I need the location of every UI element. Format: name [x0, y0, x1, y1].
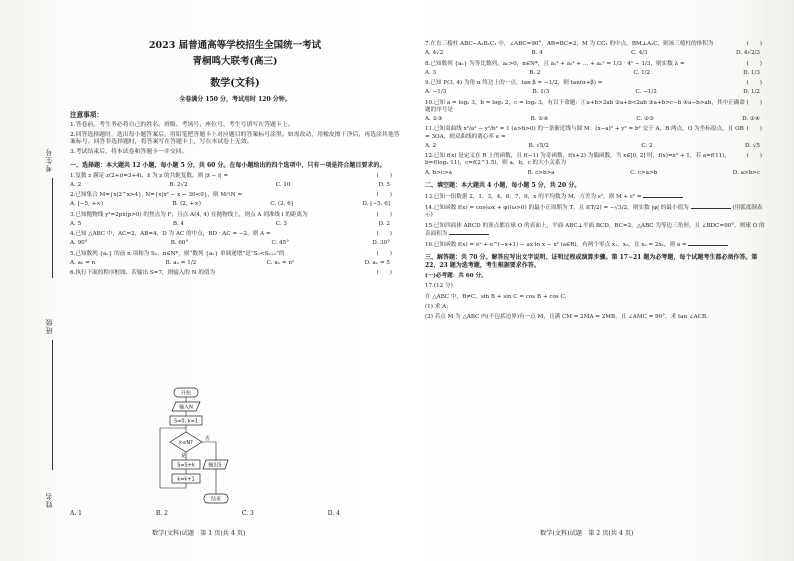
side-label-exam-number: 考生号: [45, 148, 53, 172]
option: A. 5: [70, 220, 82, 227]
option: C. c>a>b: [630, 169, 658, 176]
answer-bracket: ( ): [746, 80, 762, 87]
option: A. −1/3: [425, 89, 447, 96]
question-stem: 9.已知 P(3, 4) 为角 α 终边上的一点，tan β = −1/2，则 tan(α+β) =: [425, 80, 603, 87]
fill-question: [425, 223, 770, 239]
option: C. 4/3: [631, 50, 648, 57]
option: D. 5: [378, 181, 390, 188]
question-stem: 6.执行下面的程序框图，若输出 S=7，则输入的 N 的值为: [70, 270, 216, 277]
page-footer-left: 数学(文科)试题 第 1 页(共 4 页): [152, 530, 246, 537]
option: A. 4√2: [425, 50, 444, 57]
answer-bracket: ( ): [746, 60, 762, 67]
question: [70, 173, 400, 190]
flow-node-start: 开始: [180, 390, 192, 397]
question-stem: 14.已知函数 f(x) = cos(ωx + φ)(ω>0) 的最小正周期为 T，且 f(T/2) = −√3/2，则实数 |φ| 的最小值为: [425, 205, 689, 212]
option: D. 1/2: [743, 89, 760, 96]
option: B. 4: [531, 50, 543, 57]
option: D. [−5, 6]: [362, 201, 390, 208]
option: C. 3: [275, 220, 287, 227]
option: B. (2, +∞): [172, 201, 201, 208]
answer-bracket: ( ): [376, 172, 392, 179]
question: [70, 212, 400, 229]
option: C. −1/2: [635, 89, 657, 96]
flow-node-input: 输入N: [179, 404, 193, 411]
option: B. 1/3: [532, 89, 550, 96]
q17-stem: 在 △ABC 中，B≠C，sin B + sin C = cos B + cos C.: [425, 293, 567, 300]
option: C. aₙ = n²: [266, 259, 295, 266]
answer-bracket: ( ): [376, 192, 392, 199]
option: A. 2: [425, 142, 437, 149]
question-stem: 10.已知 a = log₃ 3，b = log₃ 2，c = log₂ 3，有以下命题：①a+b>2ab ②a+b<2ab ③a+b>c−b ④a−b>ab，其中正确命题的序号是: [425, 99, 745, 113]
question-note: (用弧度制表示): [425, 205, 763, 219]
option: B. 4: [172, 220, 185, 227]
question-stem: 15.已知四面体 ABCD 的顶点都在球 O 的表面上，平面 ABC⊥平面 BCD，BC=2，△ABC 为等边三角形，且 ∠BDC=90°，则球 O 的表面积为: [425, 222, 765, 237]
answer-bracket: ( ): [746, 126, 762, 133]
answer-blank: [691, 204, 731, 209]
section-title-solution: 三、解答题：共 70 分。解答应写出文字说明、证明过程或演算步骤。第 17−21 题为必考题，每个试题考生都必须作答。第 22，23 题为选考题，考生根据要求作答。: [425, 254, 758, 270]
answer-bracket: ( ): [376, 231, 392, 238]
option: D. 30°: [372, 240, 390, 247]
side-label-name: 姓名: [45, 492, 53, 508]
option: C. 45°: [271, 240, 290, 247]
answer-bracket: ( ): [376, 250, 392, 257]
option: B. 2: [155, 510, 168, 517]
option: D. 4√2/3: [736, 50, 760, 57]
binding-margin: [6, 0, 66, 561]
question: [70, 192, 400, 209]
section-title-choice: 一、选择题：本大题共 12 小题，每小题 5 分，共 60 分。在每小题给出的四个选项中，只有一项是符合题目要求的。: [70, 161, 386, 169]
option: C. 1/2: [633, 69, 651, 76]
option: A. aₙ = n: [70, 259, 96, 266]
note-item: 1.答卷前，考生务必将自己的姓名、班级、考场号、座位号、考生号填写在答题卡上。: [70, 122, 294, 129]
question-stem: 16.已知函数 f(x) = eˣ + e^(−x+1) − ax ln x − x² (a∈R)，有两个零点 x₁，x₂，且 x₂ = 2x₁，则 a =: [425, 242, 687, 249]
option: A. 1: [70, 510, 82, 517]
question-stem: 1.复数 z 满足 z(2+i)=3+4i，z̄ 为 z 的共轭复数，则 |z̄ − i| =: [70, 172, 229, 179]
option: D. 4: [327, 510, 340, 517]
q17-label: 17.(12 分): [425, 283, 453, 290]
question-stem: 13.已知一组数据 2，1，3，4，6，7，9，x 的平均数为 M，方差为 s²，则 M + s² =: [425, 193, 642, 200]
score-note: 全卷满分 150 分，考试用时 120 分钟。: [179, 95, 291, 103]
option: D. a>b>c: [732, 169, 760, 176]
answer-blank: [688, 241, 728, 246]
option: B. c>b>a: [527, 169, 555, 176]
answer-blank: [449, 230, 489, 235]
option: D. √5: [745, 142, 760, 149]
fill-question: [425, 204, 770, 220]
flowchart-diagram: [138, 386, 238, 516]
answer-blank: [643, 193, 683, 198]
notes-title: 注意事项：: [70, 111, 103, 120]
q17-part2: (2) 若点 M 为 △ABC 内(不包括边界)有一点 M，且满 CM = 2MA = 2MB，且 ∠AMC = 90°，求 tan ∠ACB.: [425, 314, 708, 321]
question-stem: 3.已知抛物线 y²=2px(p>0) 的焦点为 F，且点 A(4, 4) 在抛物线上，则点 A 到准线 l 的距离为: [70, 211, 308, 218]
flow-node-sum: S=S+k: [177, 462, 195, 469]
option: A. [−5, +∞): [70, 201, 104, 208]
question: [425, 41, 770, 58]
option: B. √5/2: [528, 142, 549, 149]
subject-title: 数学(文科): [210, 77, 260, 89]
side-line: [52, 178, 53, 278]
question: [425, 80, 770, 97]
page-right: [425, 38, 770, 321]
option: C. 3: [241, 510, 254, 517]
option: B. 2√2: [169, 181, 188, 188]
side-line: [52, 340, 53, 470]
option: D. 1/3: [743, 69, 760, 76]
option: C. 2: [641, 142, 653, 149]
question: [70, 231, 400, 248]
flow-label-yes: 是: [181, 453, 187, 459]
option: C. (2, 6]: [270, 201, 294, 208]
option: D. 2: [378, 220, 390, 227]
page-footer-right: 数学(文科)试题 第 2 页(共 4 页): [540, 530, 634, 537]
option: B. aₙ = 1/2: [165, 259, 197, 266]
question-stem: 12.已知 f(x) 是定义在 R 上的函数，且 f(−1) 为奇函数，f(x+2) 为偶函数，当 x∈[0, 2] 时，f(x)=x² + 1，若 a=f(11)，b=f(log₂ 11)，c=f(2^1.5)，则 a，b，c 的大小关系为: [425, 153, 731, 167]
question: [425, 126, 770, 150]
question-stem: 8.已知数列 {aₙ} 为等比数列，aₙ>0，n∈N*，且 a₁² + a₂² + … + aₙ² = 1/3 · 4ⁿ − 1/3，则实数 λ =: [425, 60, 685, 67]
question-stem: 4.已知 △ABC 中，AC=2，AB=4，D 为 AC 的中点，BD · AC = −2，则 A =: [70, 231, 271, 238]
answer-bracket: ( ): [376, 211, 392, 218]
option: D. aₙ = 5: [364, 259, 390, 266]
side-label-class: 班级: [45, 318, 53, 334]
fill-question: [425, 193, 770, 201]
answer-bracket: ( ): [746, 99, 762, 106]
exam-title: 2023 届普通高等学校招生全国统一考试: [148, 40, 322, 51]
exam-subtitle: 青桐鸣大联考(高三): [192, 56, 278, 68]
note-item: 2.回答选择题时，选出每小题答案后，用铅笔把答题卡上对应题目的答案标号涂黑。如需改动，用橡皮擦干净后，再选涂其他答案标号。回答非选择题时，将答案写在答题卡上，写在本试卷上无效。: [70, 131, 400, 146]
question-stem: 2.已知集合 M={x|2^x>4}, N={x|x² − x − 30<0}，则 M∩N =: [70, 192, 243, 199]
fill-question: [425, 241, 770, 249]
question: [70, 270, 400, 277]
flow-label-no: 否: [205, 436, 211, 442]
question: [425, 61, 770, 78]
page-left: [70, 0, 400, 277]
option: C. ②③: [636, 116, 655, 123]
question: [70, 251, 400, 268]
question: [425, 153, 770, 177]
flow-node-step: k=k+1: [177, 476, 195, 483]
question-6-options: [70, 510, 340, 517]
answer-bracket: ( ): [376, 270, 392, 277]
note-item: 3.考试结束后，将本试卷和答题卡一并交回。: [70, 149, 188, 156]
option: D. ②④: [742, 116, 760, 123]
answer-bracket: ( ): [746, 153, 762, 160]
question: [425, 100, 770, 124]
question-stem: 7.在直三棱柱 ABC−A₁B₁C₁ 中，∠ABC=90°，AB=BC=2，M 为 CC₁ 的中点，BM⊥A₁C，则该三棱柱的体积为: [425, 41, 714, 47]
question-stem: 11.已知双曲线 x²/a² − y²/b² = 1 (a>b>0) 的一条渐近线与圆 M：(x−a)² + y² = b² 交于 A，B 两点，O 为坐标原点，且 OB = 3OA，则双曲线的离心率 e =: [425, 126, 744, 140]
option: C. 10: [275, 181, 291, 188]
option: A. ①③: [425, 116, 443, 123]
section-title-fill: 二、填空题：本大题共 4 小题，每小题 5 分，共 20 分。: [425, 181, 581, 189]
option: A. 3: [425, 69, 437, 76]
flow-node-end: 结束: [210, 496, 222, 503]
q17-part1: (1) 求 A；: [425, 303, 452, 310]
flow-node-output: 输出S: [208, 462, 222, 469]
answer-bracket: ( ): [746, 41, 762, 47]
question-stem: 5.已知数列 {aₙ} 的前 n 项和为 Sₙ，n∈N*，则“数列 {aₙ} 单调递增”是“Sₙ<Sₙ₊₁”的: [70, 250, 285, 257]
option: B. ①④: [530, 116, 549, 123]
option: A. 90°: [70, 240, 88, 247]
option: B. 2: [529, 69, 541, 76]
section-subtitle: (一)必考题：共 60 分。: [425, 272, 487, 279]
flow-node-condition: k≤N?: [179, 440, 193, 446]
option: A. b>c>a: [425, 169, 453, 176]
option: A. 2: [70, 181, 82, 188]
option: B. 60°: [170, 240, 189, 247]
flow-node-init: S=0, k=1: [174, 418, 198, 425]
